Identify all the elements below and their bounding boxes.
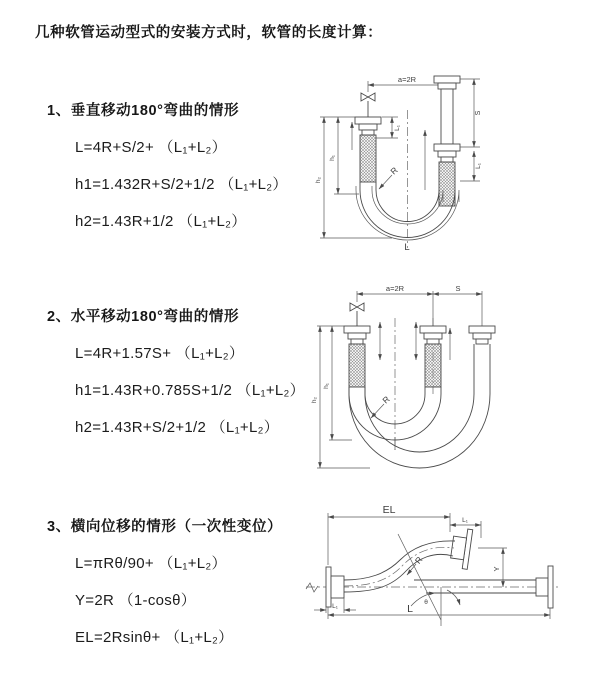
dimension-a2r: [357, 284, 482, 326]
section-3-heading: 3、横向位移的情形（一次性变位）: [47, 519, 283, 535]
dim-a2r-label: a=2R: [385, 284, 405, 293]
horizontal-move-180-diagram: [312, 282, 597, 477]
dim-h2-label: h₂: [315, 176, 322, 184]
section-2-heading: 2、水平移动180°弯曲的情形: [47, 309, 240, 325]
displaced-flange: [449, 527, 472, 569]
dimension-s: [460, 79, 482, 147]
dimension-y: [478, 548, 507, 587]
dim-h2-label: h₂: [311, 396, 318, 404]
section-vertical-move: [47, 99, 288, 231]
section-horizontal-move: [47, 305, 305, 437]
dim-s-label: S: [475, 110, 482, 116]
formula-line: L=πRθ/90+ （L₁+L₂）: [75, 555, 227, 572]
dim-l1-label: L₁: [394, 125, 401, 131]
dimension-l1-left: [314, 598, 356, 613]
radius-annotation: [379, 165, 400, 189]
dim-l1-label: L₁: [462, 517, 468, 524]
formula-line: h2=1.43R+1/2 （L₁+L₂）: [75, 213, 247, 230]
dimension-s: [433, 284, 482, 294]
angle-label: θ: [424, 599, 428, 606]
left-flange: [326, 567, 344, 607]
dimension-el: [328, 504, 450, 565]
vertical-move-180-diagram: [312, 72, 597, 262]
formula-line: h1=1.432R+S/2+1/2 （L₁+L₂）: [75, 176, 288, 193]
dim-el-label: EL: [382, 504, 396, 516]
break-mark: [306, 583, 318, 592]
dimension-l1-right: [460, 151, 482, 181]
radius-label: R: [380, 394, 392, 406]
left-hose-end: [352, 117, 381, 182]
valve-icon: [361, 93, 375, 117]
dimension-h1: [320, 117, 359, 194]
radius-label: R: [412, 554, 425, 566]
section-1-heading: 1、垂直移动180°弯曲的情形: [47, 103, 240, 119]
valve-icon: [350, 303, 364, 326]
dimension-l1-top: [450, 517, 481, 538]
right-hose-end: [425, 76, 460, 206]
dimension-h1: [317, 326, 352, 440]
radius-label: R: [388, 165, 400, 177]
lateral-displacement-diagram: [298, 500, 598, 655]
radius-annotation: [371, 394, 392, 418]
dim-a2r-label: a=2R: [397, 75, 417, 84]
middle-hose-end: [416, 322, 450, 387]
hose-curves: [344, 541, 455, 592]
formula-line: h1=1.43R+0.785S+1/2 （L₁+L₂）: [75, 382, 305, 399]
formula-line: h2=1.43R+S/2+1/2 （L₁+L₂）: [75, 419, 280, 436]
section-lateral-displacement: [47, 515, 282, 647]
left-hose-end: [344, 322, 380, 387]
dim-s-label: S: [455, 284, 461, 293]
dim-h1-label: h₁: [329, 155, 336, 161]
length-label: L: [404, 242, 410, 253]
formula-line: L=4R+S/2+ （L₁+L₂）: [75, 139, 227, 156]
formula-line: L=4R+1.57S+ （L₁+L₂）: [75, 345, 245, 362]
dim-h1-label: h₁: [323, 383, 330, 389]
page-title: 几种软管运动型式的安装方式时，软管的长度计算：: [35, 25, 383, 41]
length-label: L: [407, 603, 413, 615]
hose-curves: [349, 344, 490, 468]
dimension-h2: [315, 117, 392, 238]
formula-line: Y=2R （1-cosθ）: [75, 592, 197, 609]
dim-l1-label: L₁: [332, 603, 338, 610]
dim-y-label: Y: [492, 566, 501, 572]
formula-line: EL=2Rsinθ+ （L₁+L₂）: [75, 629, 234, 646]
right-hose-end: [469, 326, 495, 344]
dim-l1-label: L₁: [475, 163, 482, 169]
